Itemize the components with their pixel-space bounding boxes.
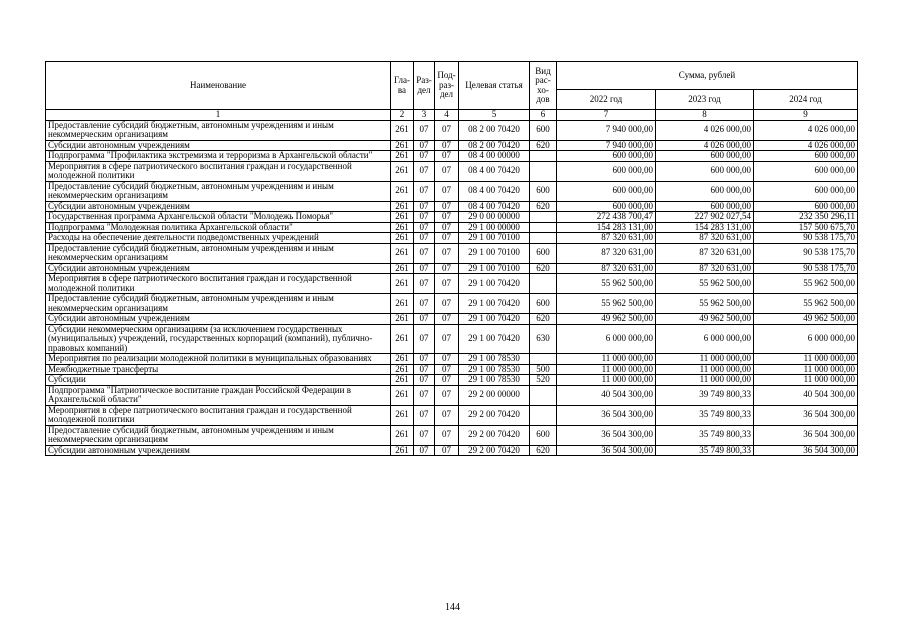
sum-2022-cell: 7 940 000,00 <box>557 120 656 140</box>
sum-2024-cell: 90 538 175,70 <box>754 263 858 274</box>
sum-2022-cell: 87 320 631,00 <box>557 243 656 263</box>
header-summa: Сумма, рублей <box>557 62 858 90</box>
sum-2022-cell: 600 000,00 <box>557 161 656 181</box>
podrazdel-cell: 07 <box>435 181 459 201</box>
glava-cell: 261 <box>391 405 414 425</box>
table-row <box>46 274 858 294</box>
name-cell: Мероприятия по реализации молодежной политики в муниципальных образованиях <box>46 354 391 365</box>
sum-2022-cell: 272 438 700,47 <box>557 212 656 223</box>
vid-cell <box>530 151 557 162</box>
header-podrazdel: Под-раз-дел <box>435 62 459 110</box>
table-row <box>46 222 858 233</box>
podrazdel-cell: 07 <box>435 314 459 325</box>
glava-cell: 261 <box>391 120 414 140</box>
glava-cell: 261 <box>391 263 414 274</box>
table-row <box>46 201 858 212</box>
statya-cell: 29 1 00 70420 <box>459 294 530 314</box>
name-cell: Мероприятия в сфере патриотического воспитания граждан и государственной молодежной политики <box>46 161 391 181</box>
statya-cell: 29 1 00 70100 <box>459 263 530 274</box>
sum-2023-cell: 11 000 000,00 <box>656 375 754 386</box>
podrazdel-cell: 07 <box>435 425 459 445</box>
table-row <box>46 181 858 201</box>
table-row <box>46 140 858 151</box>
razdel-cell: 07 <box>414 161 435 181</box>
glava-cell: 261 <box>391 375 414 386</box>
glava-cell: 261 <box>391 354 414 365</box>
glava-cell: 261 <box>391 151 414 162</box>
vid-cell: 520 <box>530 375 557 386</box>
sum-2022-cell: 600 000,00 <box>557 201 656 212</box>
name-cell: Субсидии автономным учреждениям <box>46 140 391 151</box>
sum-2024-cell: 36 504 300,00 <box>754 425 858 445</box>
razdel-cell: 07 <box>414 120 435 140</box>
razdel-cell: 07 <box>414 243 435 263</box>
glava-cell: 261 <box>391 385 414 405</box>
glava-cell: 261 <box>391 274 414 294</box>
razdel-cell: 07 <box>414 181 435 201</box>
table-row <box>46 151 858 162</box>
sum-2022-cell: 36 504 300,00 <box>557 405 656 425</box>
razdel-cell: 07 <box>414 201 435 212</box>
sum-2024-cell: 40 504 300,00 <box>754 385 858 405</box>
name-cell: Подпрограмма "Профилактика экстремизма и терроризма в Архангельской области" <box>46 151 391 162</box>
column-number-cell: 9 <box>754 110 858 121</box>
name-cell: Подпрограмма "Патриотическое воспитание граждан Российской Федерации в Архангельской области" <box>46 385 391 405</box>
sum-2023-cell: 600 000,00 <box>656 181 754 201</box>
name-cell: Субсидии автономным учреждениям <box>46 445 391 456</box>
sum-2023-cell: 600 000,00 <box>656 151 754 162</box>
sum-2022-cell: 49 962 500,00 <box>557 314 656 325</box>
budget-table <box>45 61 858 456</box>
razdel-cell: 07 <box>414 274 435 294</box>
statya-cell: 29 1 00 78530 <box>459 354 530 365</box>
table-body <box>46 120 858 456</box>
sum-2024-cell: 90 538 175,70 <box>754 243 858 263</box>
razdel-cell: 07 <box>414 405 435 425</box>
glava-cell: 261 <box>391 233 414 244</box>
sum-2024-cell: 90 538 175,70 <box>754 233 858 244</box>
statya-cell: 08 4 00 70420 <box>459 181 530 201</box>
sum-2024-cell: 6 000 000,00 <box>754 324 858 354</box>
sum-2023-cell: 600 000,00 <box>656 161 754 181</box>
glava-cell: 261 <box>391 201 414 212</box>
vid-cell: 620 <box>530 263 557 274</box>
column-number-row <box>46 110 858 121</box>
header-year-2023: 2023 год <box>656 90 754 110</box>
sum-2022-cell: 7 940 000,00 <box>557 140 656 151</box>
razdel-cell: 07 <box>414 385 435 405</box>
column-number-cell: 6 <box>530 110 557 121</box>
sum-2023-cell: 35 749 800,33 <box>656 405 754 425</box>
name-cell: Межбюджетные трансферты <box>46 364 391 375</box>
sum-2024-cell: 232 350 296,11 <box>754 212 858 223</box>
glava-cell: 261 <box>391 324 414 354</box>
sum-2022-cell: 87 320 631,00 <box>557 233 656 244</box>
glava-cell: 261 <box>391 243 414 263</box>
sum-2022-cell: 11 000 000,00 <box>557 354 656 365</box>
header-year-2022: 2022 год <box>557 90 656 110</box>
razdel-cell: 07 <box>414 151 435 162</box>
vid-cell: 600 <box>530 243 557 263</box>
sum-2023-cell: 600 000,00 <box>656 201 754 212</box>
header-glava: Гла-ва <box>391 62 414 110</box>
statya-cell: 29 1 00 00000 <box>459 222 530 233</box>
podrazdel-cell: 07 <box>435 274 459 294</box>
vid-cell: 600 <box>530 425 557 445</box>
vid-cell: 600 <box>530 294 557 314</box>
sum-2023-cell: 87 320 631,00 <box>656 243 754 263</box>
vid-cell <box>530 405 557 425</box>
glava-cell: 261 <box>391 222 414 233</box>
podrazdel-cell: 07 <box>435 222 459 233</box>
name-cell: Подпрограмма "Молодежная политика Архангельской области" <box>46 222 391 233</box>
razdel-cell: 07 <box>414 324 435 354</box>
statya-cell: 08 4 00 70420 <box>459 161 530 181</box>
sum-2023-cell: 39 749 800,33 <box>656 385 754 405</box>
statya-cell: 29 2 00 70420 <box>459 405 530 425</box>
sum-2023-cell: 87 320 631,00 <box>656 233 754 244</box>
column-number-cell: 2 <box>391 110 414 121</box>
vid-cell <box>530 274 557 294</box>
sum-2024-cell: 55 962 500,00 <box>754 274 858 294</box>
table-row <box>46 263 858 274</box>
table-row <box>46 212 858 223</box>
glava-cell: 261 <box>391 140 414 151</box>
column-number-cell: 1 <box>46 110 391 121</box>
statya-cell: 29 1 00 70100 <box>459 243 530 263</box>
razdel-cell: 07 <box>414 445 435 456</box>
sum-2022-cell: 36 504 300,00 <box>557 425 656 445</box>
name-cell: Предоставление субсидий бюджетным, автономным учреждениям и иным некоммерческим организациям <box>46 120 391 140</box>
vid-cell: 630 <box>530 324 557 354</box>
table-row <box>46 233 858 244</box>
razdel-cell: 07 <box>414 354 435 365</box>
podrazdel-cell: 07 <box>435 151 459 162</box>
podrazdel-cell: 07 <box>435 405 459 425</box>
sum-2023-cell: 35 749 800,33 <box>656 425 754 445</box>
statya-cell: 29 1 00 70420 <box>459 314 530 325</box>
podrazdel-cell: 07 <box>435 233 459 244</box>
razdel-cell: 07 <box>414 212 435 223</box>
razdel-cell: 07 <box>414 425 435 445</box>
podrazdel-cell: 07 <box>435 445 459 456</box>
vid-cell <box>530 161 557 181</box>
statya-cell: 29 2 00 70420 <box>459 425 530 445</box>
vid-cell: 600 <box>530 120 557 140</box>
statya-cell: 29 1 00 78530 <box>459 364 530 375</box>
podrazdel-cell: 07 <box>435 120 459 140</box>
statya-cell: 08 4 00 70420 <box>459 201 530 212</box>
podrazdel-cell: 07 <box>435 375 459 386</box>
name-cell: Предоставление субсидий бюджетным, автономным учреждениям и иным некоммерческим организациям <box>46 425 391 445</box>
sum-2023-cell: 6 000 000,00 <box>656 324 754 354</box>
table-row <box>46 161 858 181</box>
vid-cell: 600 <box>530 181 557 201</box>
vid-cell <box>530 385 557 405</box>
table-row <box>46 354 858 365</box>
sum-2024-cell: 55 962 500,00 <box>754 294 858 314</box>
vid-cell <box>530 354 557 365</box>
name-cell: Мероприятия в сфере патриотического воспитания граждан и государственной молодежной политики <box>46 274 391 294</box>
name-cell: Субсидии автономным учреждениям <box>46 314 391 325</box>
table-row <box>46 294 858 314</box>
sum-2022-cell: 11 000 000,00 <box>557 364 656 375</box>
table-row <box>46 445 858 456</box>
sum-2024-cell: 600 000,00 <box>754 161 858 181</box>
razdel-cell: 07 <box>414 222 435 233</box>
name-cell: Предоставление субсидий бюджетным, автономным учреждениям и иным некоммерческим организациям <box>46 181 391 201</box>
sum-2023-cell: 87 320 631,00 <box>656 263 754 274</box>
table-row <box>46 405 858 425</box>
sum-2023-cell: 55 962 500,00 <box>656 274 754 294</box>
sum-2022-cell: 6 000 000,00 <box>557 324 656 354</box>
sum-2024-cell: 36 504 300,00 <box>754 445 858 456</box>
razdel-cell: 07 <box>414 364 435 375</box>
sum-2022-cell: 11 000 000,00 <box>557 375 656 386</box>
header-name: Наименование <box>46 62 391 110</box>
sum-2024-cell: 600 000,00 <box>754 151 858 162</box>
statya-cell: 29 0 00 00000 <box>459 212 530 223</box>
sum-2024-cell: 11 000 000,00 <box>754 364 858 375</box>
sum-2023-cell: 49 962 500,00 <box>656 314 754 325</box>
sum-2022-cell: 40 504 300,00 <box>557 385 656 405</box>
statya-cell: 08 2 00 70420 <box>459 120 530 140</box>
header-year-2024: 2024 год <box>754 90 858 110</box>
table-row <box>46 314 858 325</box>
sum-2024-cell: 49 962 500,00 <box>754 314 858 325</box>
glava-cell: 261 <box>391 364 414 375</box>
column-number-cell: 8 <box>656 110 754 121</box>
glava-cell: 261 <box>391 181 414 201</box>
name-cell: Расходы на обеспечение деятельности подведомственных учреждений <box>46 233 391 244</box>
name-cell: Субсидии автономным учреждениям <box>46 263 391 274</box>
column-number-cell: 7 <box>557 110 656 121</box>
sum-2022-cell: 55 962 500,00 <box>557 294 656 314</box>
sum-2024-cell: 600 000,00 <box>754 201 858 212</box>
vid-cell: 620 <box>530 201 557 212</box>
podrazdel-cell: 07 <box>435 212 459 223</box>
vid-cell: 620 <box>530 140 557 151</box>
statya-cell: 08 2 00 70420 <box>459 140 530 151</box>
razdel-cell: 07 <box>414 263 435 274</box>
table-row <box>46 364 858 375</box>
podrazdel-cell: 07 <box>435 161 459 181</box>
vid-cell: 500 <box>530 364 557 375</box>
sum-2024-cell: 4 026 000,00 <box>754 120 858 140</box>
header-statya: Целевая статья <box>459 62 530 110</box>
razdel-cell: 07 <box>414 140 435 151</box>
sum-2022-cell: 36 504 300,00 <box>557 445 656 456</box>
vid-cell: 620 <box>530 445 557 456</box>
statya-cell: 29 1 00 70420 <box>459 274 530 294</box>
sum-2023-cell: 11 000 000,00 <box>656 354 754 365</box>
name-cell: Субсидии автономным учреждениям <box>46 201 391 212</box>
podrazdel-cell: 07 <box>435 324 459 354</box>
name-cell: Субсидии некоммерческим организациям (за исключением государственных (муниципальных) учреждений, государственных корпораций (компаний), публично-правовых компаний) <box>46 324 391 354</box>
table-row <box>46 243 858 263</box>
razdel-cell: 07 <box>414 294 435 314</box>
podrazdel-cell: 07 <box>435 201 459 212</box>
podrazdel-cell: 07 <box>435 385 459 405</box>
vid-cell: 620 <box>530 314 557 325</box>
vid-cell <box>530 222 557 233</box>
glava-cell: 261 <box>391 445 414 456</box>
sum-2023-cell: 227 902 027,54 <box>656 212 754 223</box>
table-row <box>46 385 858 405</box>
name-cell: Мероприятия в сфере патриотического воспитания граждан и государственной молодежной политики <box>46 405 391 425</box>
glava-cell: 261 <box>391 212 414 223</box>
vid-cell <box>530 212 557 223</box>
statya-cell: 29 1 00 70100 <box>459 233 530 244</box>
statya-cell: 29 1 00 78530 <box>459 375 530 386</box>
glava-cell: 261 <box>391 314 414 325</box>
sum-2023-cell: 55 962 500,00 <box>656 294 754 314</box>
statya-cell: 29 2 00 70420 <box>459 445 530 456</box>
name-cell: Предоставление субсидий бюджетным, автономным учреждениям и иным некоммерческим организациям <box>46 294 391 314</box>
razdel-cell: 07 <box>414 314 435 325</box>
name-cell: Субсидии <box>46 375 391 386</box>
page-number: 144 <box>445 602 460 613</box>
statya-cell: 29 2 00 00000 <box>459 385 530 405</box>
sum-2023-cell: 35 749 800,33 <box>656 445 754 456</box>
sum-2024-cell: 11 000 000,00 <box>754 354 858 365</box>
glava-cell: 261 <box>391 425 414 445</box>
podrazdel-cell: 07 <box>435 243 459 263</box>
podrazdel-cell: 07 <box>435 140 459 151</box>
razdel-cell: 07 <box>414 233 435 244</box>
column-number-cell: 3 <box>414 110 435 121</box>
sum-2024-cell: 36 504 300,00 <box>754 405 858 425</box>
sum-2023-cell: 11 000 000,00 <box>656 364 754 375</box>
header-vid: Вид рас-хо-дов <box>530 62 557 110</box>
table-row <box>46 425 858 445</box>
sum-2024-cell: 11 000 000,00 <box>754 375 858 386</box>
table-row <box>46 375 858 386</box>
sum-2024-cell: 600 000,00 <box>754 181 858 201</box>
sum-2022-cell: 87 320 631,00 <box>557 263 656 274</box>
column-number-cell: 4 <box>435 110 459 121</box>
sum-2023-cell: 4 026 000,00 <box>656 140 754 151</box>
table-row <box>46 120 858 140</box>
table-row <box>46 324 858 354</box>
vid-cell <box>530 233 557 244</box>
column-number-cell: 5 <box>459 110 530 121</box>
glava-cell: 261 <box>391 161 414 181</box>
statya-cell: 08 4 00 00000 <box>459 151 530 162</box>
header-razdel: Раз-дел <box>414 62 435 110</box>
glava-cell: 261 <box>391 294 414 314</box>
name-cell: Предоставление субсидий бюджетным, автономным учреждениям и иным некоммерческим организациям <box>46 243 391 263</box>
podrazdel-cell: 07 <box>435 354 459 365</box>
sum-2023-cell: 154 283 131,00 <box>656 222 754 233</box>
podrazdel-cell: 07 <box>435 263 459 274</box>
podrazdel-cell: 07 <box>435 364 459 375</box>
razdel-cell: 07 <box>414 375 435 386</box>
sum-2022-cell: 600 000,00 <box>557 151 656 162</box>
name-cell: Государственная программа Архангельской области "Молодежь Поморья" <box>46 212 391 223</box>
sum-2023-cell: 4 026 000,00 <box>656 120 754 140</box>
sum-2022-cell: 154 283 131,00 <box>557 222 656 233</box>
sum-2024-cell: 4 026 000,00 <box>754 140 858 151</box>
sum-2022-cell: 55 962 500,00 <box>557 274 656 294</box>
sum-2022-cell: 600 000,00 <box>557 181 656 201</box>
podrazdel-cell: 07 <box>435 294 459 314</box>
sum-2024-cell: 157 500 675,70 <box>754 222 858 233</box>
statya-cell: 29 1 00 70420 <box>459 324 530 354</box>
